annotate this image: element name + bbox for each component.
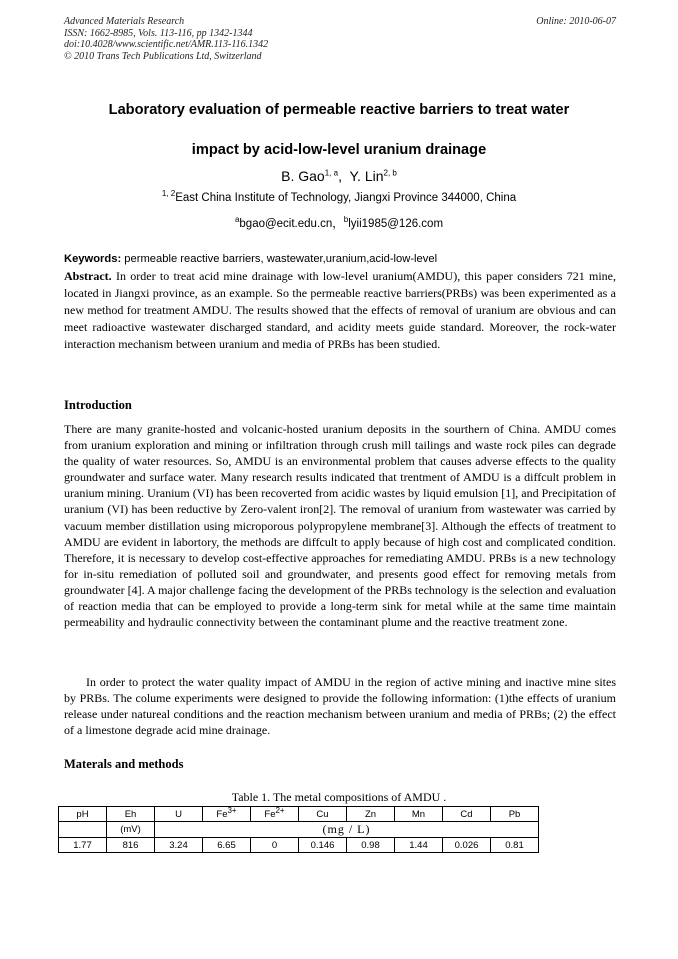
unit-eh: (mV) — [107, 822, 155, 838]
keywords — [64, 253, 616, 265]
online-date: Online: 2010-06-07 — [536, 16, 616, 27]
email-a-sup: a — [234, 215, 240, 225]
table-header-row — [59, 807, 539, 822]
unit-empty — [59, 822, 107, 838]
emails — [0, 215, 678, 231]
journal-name: Advanced Materials Research — [64, 16, 185, 27]
email-separator: ， — [332, 218, 344, 230]
value-u: 3.24 — [155, 838, 203, 853]
header-u: U — [155, 807, 203, 822]
value-fe3: 6.65 — [203, 838, 251, 853]
keywords-label: Keywords: — [64, 253, 122, 265]
header-meta — [64, 16, 616, 62]
value-ph: 1.77 — [59, 838, 107, 853]
header-eh: Eh — [107, 807, 155, 822]
issn-line: ISSN: 1662-8985, Vols. 113-116, pp 1342-1344 — [64, 27, 253, 39]
title-line-2: impact by acid-low-level uranium drainage — [191, 142, 487, 158]
introduction-paragraph-1: There are many granite-hosted and volcanic-hosted uranium deposits in the sourthern of China. AMDU comes from uranium exploration and mining or infiltration through crush mill tailings and waste rock piles can degrade the quality of water resources. So, AMDU is an environmental problem that causes adverse effects to the quality groundwater and surface water. Many research results indicated that trentment of AMDU is a diffcult problem in uranium mining. Uranium (VI) has been recoverted from acidic wastes by liquid emulsion [1], and Precipitation of uranium (VI) has been reductive by Zero-valent iron[2]. The removal of uranium from wastewater was carried by vacuum member distillation using microporous polypropylene membrane[3]. Although the effects of treatment to AMDU are evident in labortory, the methods are diffcult to apply because of high cost and complicated condition. Therefore, it is necessary to develop cost-effective approaches for remediating AMDU. PRBs is a new technology for in-situ remediation of polluted soil and groundwater, and presents good effect for removing metals from groundwater [4]. A major challenge facing the development of the PRBs technology is the selection and evaluation of reaction media that can be employed to provide a long-term sink for metal while at the same time maintain permeability and hydraulic connectivity between the contaminant plume and the reactive treatment zone. — [64, 422, 616, 630]
materials-heading: Materals and methods — [64, 757, 184, 771]
value-zn: 0.98 — [347, 838, 395, 853]
introduction-paragraph-2: In order to protect the water quality impact of AMDU in the region of active mining and inactive mine sites by PRBs. The colume experiments were designed to provide the following information: (1)the effects of uranium release under natureal conditions and the reaction mechanism between uranium and media of PRBs; (2) the effect of a limestone degrade acid mine drainage. — [64, 675, 616, 738]
author-1-sup: 1, a — [324, 168, 339, 178]
table-row — [59, 838, 539, 853]
introduction-heading: Introduction — [64, 398, 132, 412]
abstract-text: In order to treat acid mine drainage with low-level uranium(AMDU), this paper considers 721 mine, located in Jiangxi province, as an example. So the permeable reactive barriers(PRBs) was been experimented as a new method for treatment AMDU. The results showed that the effects of removal of uranium are obvious and can meet radioactive wastewater discharged standard, and acidity meets guide standard. Moreover, the rock-water interaction mechanism between uranium and media of PRBs has been studied. — [64, 269, 616, 352]
header-cu: Cu — [299, 807, 347, 822]
table-caption: Table 1. The metal compositions of AMDU . — [231, 790, 447, 804]
value-cd: 0.026 — [443, 838, 491, 853]
value-pb: 0.81 — [491, 838, 539, 853]
header-zn: Zn — [347, 807, 395, 822]
header-pb: Pb — [491, 807, 539, 822]
metal-composition-table — [58, 806, 539, 853]
doi-line: doi:10.4028/www.scientific.net/AMR.113-116.1342 — [64, 39, 269, 50]
table-unit-row — [59, 822, 539, 838]
header-cd: Cd — [443, 807, 491, 822]
header-fe3: $Fe^{3+}$ — [203, 807, 251, 822]
abstract-label: Abstract. — [64, 269, 112, 283]
affiliation — [0, 189, 678, 204]
affiliation-sup: 1, 2 — [161, 189, 176, 199]
header-mn: Mn — [395, 807, 443, 822]
copyright-line: © 2010 Trans Tech Publications Ltd, Switzerland — [64, 50, 262, 62]
value-cu: 0.146 — [299, 838, 347, 853]
author-2-sup: 2, b — [383, 168, 397, 178]
author-2: Y. Lin — [349, 168, 384, 184]
email-a[interactable]: bgao@ecit.edu.cn — [239, 218, 333, 230]
header-fe2: $Fe^{2+}$ — [251, 807, 299, 822]
email-b[interactable]: lyii1985@126.com — [348, 218, 444, 230]
paper-title — [40, 90, 638, 170]
value-fe2: 0 — [251, 838, 299, 853]
author-1: B. Gao — [281, 168, 325, 184]
title-line-1: Laboratory evaluation of permeable reactive barriers to treat water — [108, 102, 570, 118]
value-eh: 816 — [107, 838, 155, 853]
value-mn: 1.44 — [395, 838, 443, 853]
unit-concentration: (mg / L) — [155, 822, 539, 838]
author-separator: , — [338, 168, 350, 184]
affiliation-text: East China Institute of Technology, Jiangxi Province 344000, China — [175, 192, 517, 204]
email-b-sup: b — [343, 215, 349, 225]
abstract — [64, 268, 616, 353]
header-ph: pH — [59, 807, 107, 822]
keywords-text: permeable reactive barriers, wastewater,uranium,acid-low-level — [121, 253, 438, 265]
authors — [0, 168, 678, 184]
